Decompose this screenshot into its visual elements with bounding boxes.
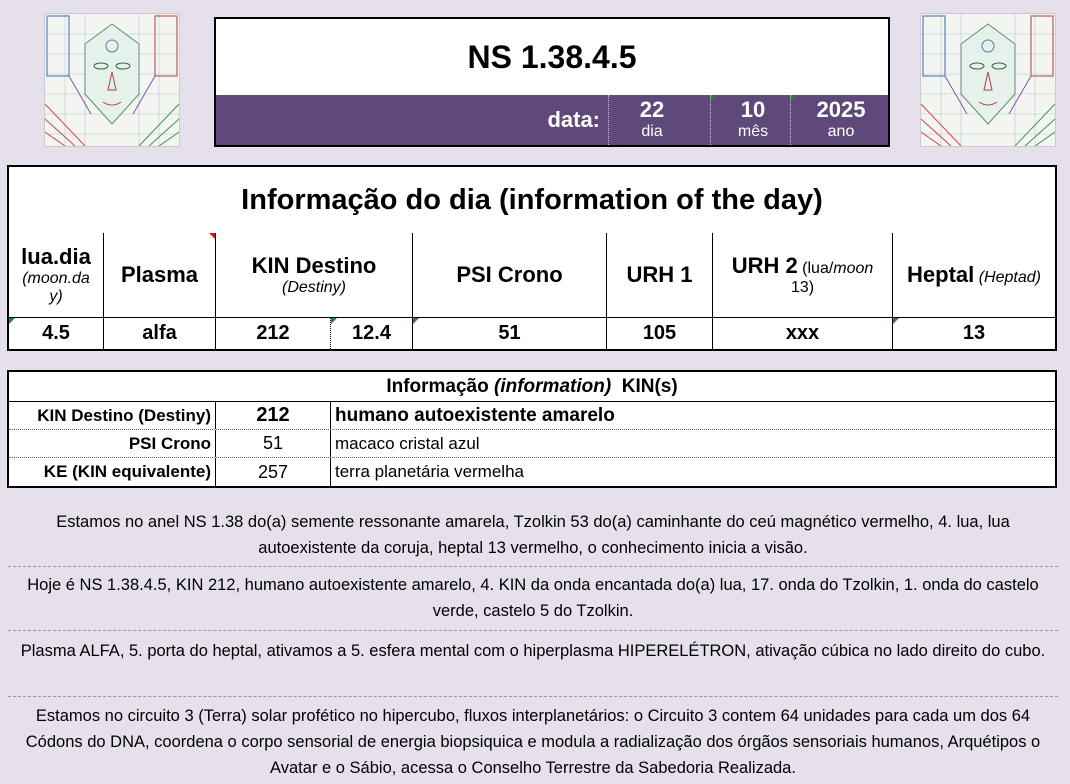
value-psi-crono[interactable] (413, 317, 607, 349)
kin-row-label: KE (KIN equivalente) (9, 458, 216, 486)
comment-marker-icon (209, 233, 215, 239)
date-year-label: ano (827, 123, 855, 140)
date-day-cell[interactable] (608, 95, 695, 145)
kin-row-number: 51 (216, 430, 331, 457)
col-sub: (Heptad) (978, 269, 1041, 286)
kin-row-name: macaco cristal azul (335, 433, 480, 453)
divider (8, 630, 1058, 631)
cell-marker-icon (413, 318, 419, 324)
paragraph-circuit: Estamos no circuito 3 (Terra) solar profético no hipercubo, fluxos interplanetários: o Circuito 3 contem 64 unidades para cada um dos 64 Códons do DNA, coordena o corpo sensorial de energia biopsiquica e modula a radialização dos órgãos sensoriais humanos, Arquétipos o Avatar e o Sábio, acessa o Conselho Terrestre da Sabedoria Realizada. (25, 707, 1041, 777)
value-kin-destiny[interactable] (216, 317, 331, 349)
date-day-label: dia (641, 123, 663, 140)
value-urh2[interactable] (713, 317, 893, 349)
kin-row-number: 257 (216, 458, 331, 486)
cell-value: alfa (142, 322, 177, 344)
col-label: Heptal (907, 262, 975, 287)
synchronotron-art-right (920, 13, 1056, 147)
page-title: NS 1.38.4.5 (467, 38, 637, 75)
col-sub: (moon.day) (22, 270, 90, 305)
header-box (214, 17, 890, 147)
divider (8, 566, 1058, 567)
kin-row-number: 212 (216, 402, 331, 429)
kin-title-part: KIN(s) (611, 375, 678, 397)
col-label: PSI Crono (456, 262, 563, 287)
cell-value: 51 (498, 322, 521, 344)
date-year-cell[interactable] (790, 95, 891, 145)
col-sub: (lua/ (802, 260, 834, 277)
date-day: 22 (639, 97, 665, 122)
cell-marker-icon (893, 318, 899, 324)
col-header-plasma (104, 233, 216, 317)
col-header-psi-crono (413, 233, 607, 317)
col-header-urh2 (713, 233, 893, 317)
cell-marker-icon (791, 95, 797, 101)
cell-value: xxx (785, 322, 820, 344)
col-header-moon-day (9, 233, 104, 317)
cell-value: 12.4 (352, 322, 391, 344)
kin-row-label: KIN Destino (Destiny) (9, 402, 216, 429)
value-urh1[interactable] (607, 317, 713, 349)
date-bar (216, 95, 888, 145)
synchronotron-art-left (44, 13, 180, 147)
col-sub: 13) (790, 279, 815, 296)
col-sub: (Destiny) (281, 279, 346, 296)
kin-title-part: Informação (386, 375, 495, 397)
kin-row-psi[interactable] (9, 430, 1055, 458)
value-heptal[interactable] (893, 317, 1055, 349)
value-kin-tone[interactable] (331, 317, 413, 349)
date-month: 10 (740, 97, 766, 122)
date-month-label: mês (737, 123, 769, 140)
col-header-heptal (893, 233, 1055, 317)
kin-row-label: PSI Crono (9, 430, 216, 457)
cell-value: 212 (256, 322, 290, 344)
kin-row-name: humano autoexistente amarelo (335, 404, 615, 426)
date-year: 2025 (816, 97, 866, 122)
col-header-kin-destiny (216, 233, 413, 317)
col-label: KIN Destino (251, 253, 377, 278)
paragraph-plasma: Plasma ALFA, 5. porta do heptal, ativamos a 5. esfera mental com o hiperplasma HIPERELÉTRON, ativação cúbica no lado direito do cubo. (20, 642, 1046, 660)
kin-row-destiny[interactable] (9, 402, 1055, 430)
col-label: lua.dia (21, 244, 91, 269)
cell-marker-icon (711, 95, 717, 101)
value-plasma[interactable] (104, 317, 216, 349)
cell-value: 4.5 (42, 322, 70, 344)
cell-marker-icon (331, 318, 337, 324)
kin-title-part: (information) (494, 375, 612, 397)
divider (8, 696, 1058, 697)
date-month-cell[interactable] (710, 95, 795, 145)
date-label: data: (547, 107, 600, 132)
col-sub: moon (833, 260, 874, 277)
col-label: URH 1 (626, 262, 693, 287)
kin-info-title (9, 372, 1055, 402)
cell-value: 13 (962, 322, 986, 344)
kin-row-equivalent[interactable] (9, 458, 1055, 486)
col-header-urh1 (607, 233, 713, 317)
kin-row-name: terra planetária vermelha (335, 462, 524, 481)
col-label: URH 2 (731, 253, 798, 278)
value-moon-day[interactable] (9, 317, 104, 349)
day-info-table (7, 165, 1057, 351)
cell-marker-icon (9, 318, 15, 324)
day-info-title: Informação do dia (information of the day) (241, 183, 823, 216)
kin-info-table (7, 370, 1057, 488)
col-label: Plasma (120, 262, 199, 287)
paragraph-ring: Estamos no anel NS 1.38 do(a) semente ressonante amarela, Tzolkin 53 do(a) caminhante do ceú magnético vermelho, 4. lua, lua autoexistente da coruja, heptal 13 vermelho, o conhecimento inicia a visão. (56, 513, 1010, 557)
cell-value: 105 (642, 322, 677, 344)
paragraph-today: Hoje é NS 1.38.4.5, KIN 212, humano autoexistente amarelo, 4. KIN da onda encantada do(a) lua, 17. onda do Tzolkin, 1. onda do castelo verde, castelo 5 do Tzolkin. (27, 576, 1039, 620)
